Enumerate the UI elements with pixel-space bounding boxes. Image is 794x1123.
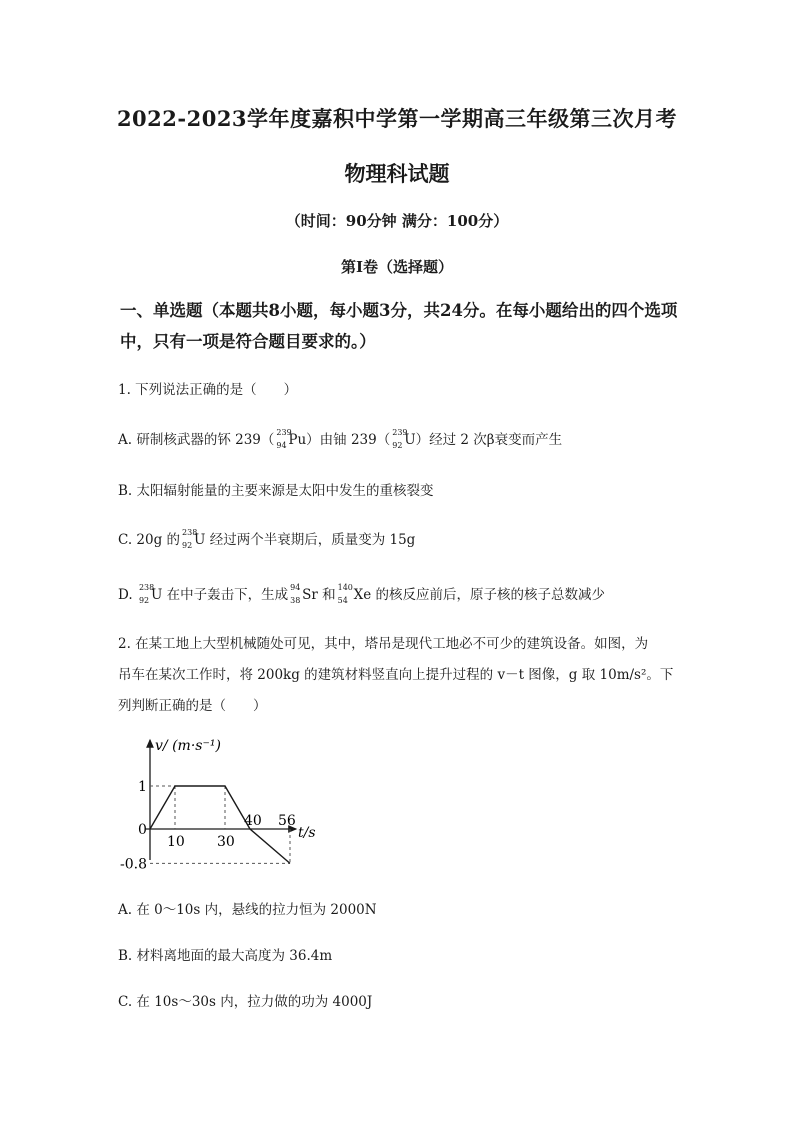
q2-option-c: C. 在 10s～30s 内，拉力做的功为 4000J (118, 994, 373, 1010)
volume-title: 第I卷（选择题） (340, 258, 454, 276)
tick-label-t40: 40 (244, 813, 262, 829)
q1-stem: 1. 下列说法正确的是（ ） (118, 382, 298, 398)
q2-option-b: B. 材料离地面的最大高度为 36.4m (118, 948, 333, 964)
pu-atomic-number: 94 (276, 440, 287, 450)
section-heading (120, 295, 690, 357)
u238-d-atomic-number: 92 (138, 595, 150, 605)
q2-stem-line1: 2. 在某工地上大型机械随处可见，其中，塔吊是现代工地必不可少的建筑设备。如图，为 (118, 636, 649, 652)
tick-label-t10: 10 (167, 834, 185, 850)
time-info: （时间：90分钟 满分：100分） (285, 212, 509, 230)
q1-c-text-post: U 经过两个半衰期后，质量变为 15g (194, 532, 416, 548)
q1-d-text-post: Xe 的核反应前后，原子核的核子总数减少 (353, 587, 606, 603)
pu-nuclide (274, 427, 292, 450)
q1-a-text-post: U）经过 2 次β衰变而产生 (404, 432, 563, 448)
u238-atomic-number: 92 (182, 540, 193, 550)
section-heading-line2: 中，只有一项是符合题目要求的。） (120, 332, 376, 351)
q1-a-text-pre: A. 研制核武器的钚 239（ (118, 432, 275, 448)
vt-graph (110, 730, 340, 870)
u238-nuclide (180, 527, 198, 550)
subject-title: 物理科试题 (344, 161, 450, 186)
xe-atomic-number: 54 (337, 595, 348, 605)
q1-d-text-mid1: U 在中子轰击下，生成 (150, 587, 289, 603)
tick-label-origin: 0 (138, 822, 147, 838)
q1-option-a (118, 428, 562, 448)
vt-curve (150, 786, 290, 863)
q1-option-c (118, 528, 415, 548)
q1-d-text-mid2: Sr 和 (302, 587, 336, 603)
sr-nuclide (288, 582, 302, 605)
q1-a-text-mid: Pu）由铀 239（ (288, 432, 391, 448)
t-axis-label: t/s (298, 825, 316, 841)
xe-mass-number: 140 (337, 582, 353, 592)
tick-label-v1: 1 (138, 779, 147, 795)
sr-mass-number: 94 (290, 582, 301, 592)
tick-label-t56: 56 (278, 813, 296, 829)
tick-label-vmin: -0.8 (120, 856, 147, 870)
guide-lines (150, 786, 290, 863)
u239-mass-number: 239 (392, 427, 408, 437)
q1-option-b: B. 太阳辐射能量的主要来源是太阳中发生的重核裂变 (118, 483, 434, 499)
q2-option-a: A. 在 0～10s 内，悬线的拉力恒为 2000N (118, 902, 377, 918)
v-axis-label: v/ (m·s⁻¹) (155, 738, 221, 754)
tick-label-t30: 30 (217, 834, 235, 850)
u238-mass-number: 238 (182, 527, 198, 537)
q2-stem-line2: 吊车在某次工作时，将 200kg 的建筑材料竖直向上提升过程的 v－t 图像，g 取 10m/s²。下 (118, 667, 674, 683)
tick-labels (120, 779, 296, 870)
q1-c-text-pre: C. 20g 的 (118, 532, 181, 548)
q1-option-d (118, 583, 605, 603)
exam-title: 2022-2023学年度嘉积中学第一学期高三年级第三次月考 (116, 106, 678, 131)
u239-nuclide (390, 427, 408, 450)
q1-d-label: D. (118, 587, 133, 603)
u238-d-mass-number: 238 (138, 582, 155, 592)
xe-nuclide (336, 582, 354, 605)
section-heading-line1: 一、单选题（本题共8小题，每小题3分，共24分。在每小题给出的四个选项 (120, 301, 678, 320)
pu-mass-number: 239 (276, 427, 292, 437)
u239-atomic-number: 92 (392, 440, 403, 450)
sr-atomic-number: 38 (290, 595, 301, 605)
q2-stem-line3: 列判断正确的是（ ） (118, 698, 267, 714)
u238-nuclide-d (137, 582, 155, 605)
